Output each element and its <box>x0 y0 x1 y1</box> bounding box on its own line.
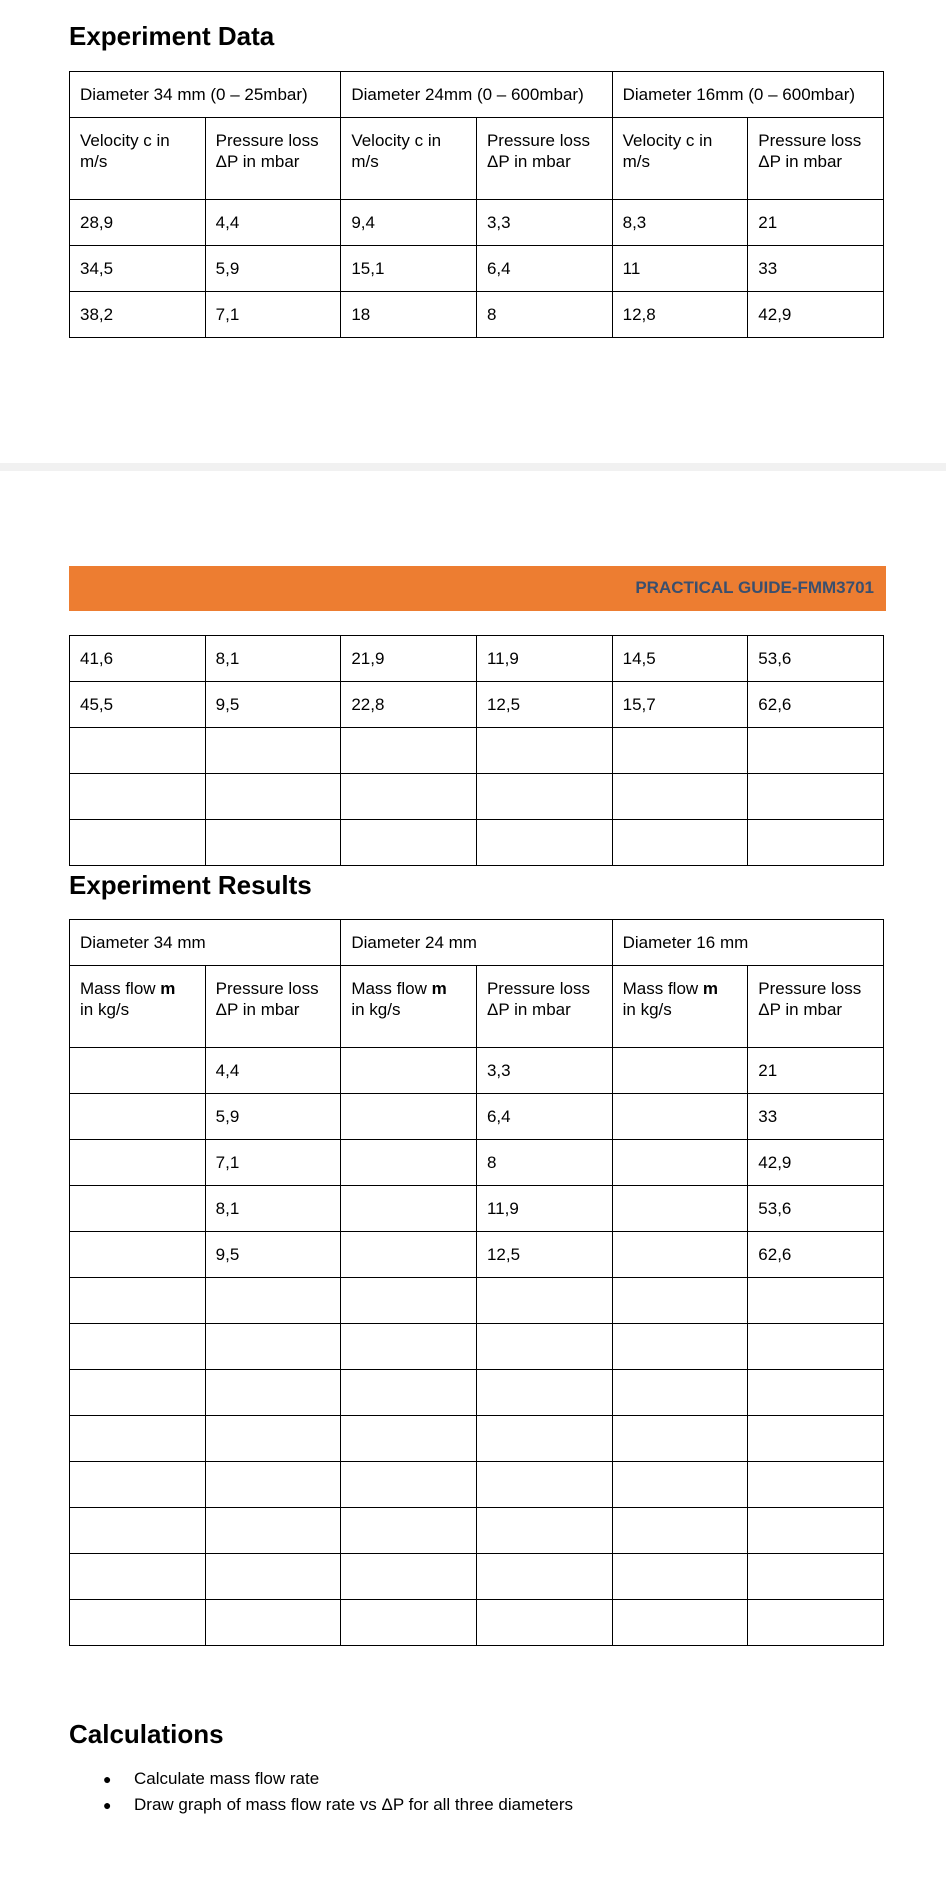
table-cell <box>205 1370 341 1416</box>
table-subheader-row <box>70 118 884 200</box>
table-row <box>70 820 884 866</box>
table-cell <box>748 820 884 866</box>
table-row <box>70 1600 884 1646</box>
table-group-header-row <box>70 72 884 118</box>
table-cell <box>341 774 477 820</box>
table-cell <box>70 1232 206 1278</box>
table-cell <box>205 728 341 774</box>
table-cell <box>748 1462 884 1508</box>
group-header-24mm: Diameter 24mm (0 – 600mbar) <box>341 72 612 118</box>
table-cell: 9,4 <box>341 200 477 246</box>
bullet-icon: ● <box>103 1771 112 1787</box>
column-header: Pressure loss ΔP in mbar <box>476 966 612 1048</box>
column-header: Pressure loss ΔP in mbar <box>748 118 884 200</box>
table-cell: 8 <box>476 1140 612 1186</box>
table-cell <box>70 1048 206 1094</box>
table-cell: 45,5 <box>70 682 206 728</box>
group-header-34mm: Diameter 34 mm <box>70 920 341 966</box>
table-cell: 15,1 <box>341 246 477 292</box>
column-header-mass-flow <box>612 966 748 1048</box>
mass-flow-prefix: Mass flow <box>80 979 161 998</box>
table-cell <box>205 1324 341 1370</box>
table-cell <box>476 1370 612 1416</box>
table-cell <box>341 1462 477 1508</box>
table-cell <box>70 1554 206 1600</box>
table-row <box>70 246 884 292</box>
table-cell <box>612 1462 748 1508</box>
table-cell: 5,9 <box>205 246 341 292</box>
table-cell: 42,9 <box>748 292 884 338</box>
table-cell: 18 <box>341 292 477 338</box>
table-cell <box>205 1600 341 1646</box>
table-cell <box>612 1324 748 1370</box>
table-cell: 34,5 <box>70 246 206 292</box>
table-cell <box>205 1462 341 1508</box>
column-header: Pressure loss ΔP in mbar <box>205 966 341 1048</box>
table-cell <box>612 728 748 774</box>
table-cell <box>476 774 612 820</box>
table-cell: 4,4 <box>205 1048 341 1094</box>
table-cell <box>70 1508 206 1554</box>
table-row <box>70 1508 884 1554</box>
table-cell: 6,4 <box>476 246 612 292</box>
table-cell <box>612 1094 748 1140</box>
table-group-header-row <box>70 920 884 966</box>
mass-flow-unit: in kg/s <box>622 1000 672 1019</box>
table-cell: 12,8 <box>612 292 748 338</box>
table-cell: 62,6 <box>748 682 884 728</box>
column-header-mass-flow <box>341 966 477 1048</box>
table-cell: 21 <box>748 200 884 246</box>
calculations-title: Calculations <box>69 1719 224 1749</box>
table-cell <box>612 1554 748 1600</box>
results-body <box>70 1048 884 1646</box>
table-cell <box>205 1416 341 1462</box>
table-row <box>70 1232 884 1278</box>
table-row <box>70 1278 884 1324</box>
column-header: Pressure loss ΔP in mbar <box>205 118 341 200</box>
list-item <box>100 1766 573 1792</box>
table-cell <box>612 1600 748 1646</box>
table-cell <box>612 1370 748 1416</box>
table-cell: 11,9 <box>476 1186 612 1232</box>
mass-flow-prefix: Mass flow <box>351 979 432 998</box>
page-header-bar <box>69 566 886 611</box>
table-cell <box>476 1416 612 1462</box>
table-cell <box>748 1416 884 1462</box>
table-cell: 8,1 <box>205 636 341 682</box>
table-cell <box>70 820 206 866</box>
table-cell: 11,9 <box>476 636 612 682</box>
table-cell <box>70 1186 206 1232</box>
table-cell <box>748 1508 884 1554</box>
table-cell: 42,9 <box>748 1140 884 1186</box>
table-cell: 3,3 <box>476 200 612 246</box>
table-cell <box>341 1508 477 1554</box>
table-cell <box>341 728 477 774</box>
table-cell: 12,5 <box>476 1232 612 1278</box>
table-cell <box>341 1140 477 1186</box>
column-header: Pressure loss ΔP in mbar <box>476 118 612 200</box>
table-cell <box>748 1554 884 1600</box>
table-cell <box>612 774 748 820</box>
list-item-text: Draw graph of mass flow rate vs ΔP for all three diameters <box>134 1795 574 1814</box>
column-header: Velocity c in m/s <box>612 118 748 200</box>
table-row <box>70 292 884 338</box>
table-row <box>70 1140 884 1186</box>
table-cell: 53,6 <box>748 636 884 682</box>
table-cell <box>70 1324 206 1370</box>
column-header: Pressure loss ΔP in mbar <box>748 966 884 1048</box>
table-row <box>70 728 884 774</box>
table-cell: 41,6 <box>70 636 206 682</box>
table-cell <box>341 1324 477 1370</box>
group-header-16mm: Diameter 16 mm <box>612 920 883 966</box>
table-cell: 7,1 <box>205 292 341 338</box>
table-cell: 9,5 <box>205 682 341 728</box>
table-cell <box>612 1140 748 1186</box>
table-cell: 4,4 <box>205 200 341 246</box>
table-cell <box>70 1600 206 1646</box>
experiment-results-title: Experiment Results <box>69 870 312 900</box>
mass-flow-unit: in kg/s <box>351 1000 401 1019</box>
table-cell <box>341 1094 477 1140</box>
table-cell <box>341 1554 477 1600</box>
table-cell <box>476 1462 612 1508</box>
table-cell <box>612 1232 748 1278</box>
column-header: Velocity c in m/s <box>341 118 477 200</box>
page-break <box>0 463 946 471</box>
table-cell <box>612 1416 748 1462</box>
table-cell: 3,3 <box>476 1048 612 1094</box>
table-cell <box>341 820 477 866</box>
table-row <box>70 1048 884 1094</box>
table-row <box>70 1324 884 1370</box>
table-cell <box>205 1508 341 1554</box>
table-cell <box>612 1278 748 1324</box>
table-cell <box>476 1508 612 1554</box>
table-cell: 22,8 <box>341 682 477 728</box>
table-cell: 6,4 <box>476 1094 612 1140</box>
table-cell: 21,9 <box>341 636 477 682</box>
table-cell <box>476 728 612 774</box>
table-cell: 38,2 <box>70 292 206 338</box>
table-cell: 12,5 <box>476 682 612 728</box>
table-cell <box>612 1186 748 1232</box>
table-cell <box>70 1370 206 1416</box>
table-cell <box>205 820 341 866</box>
table-row <box>70 200 884 246</box>
table-cell <box>612 1048 748 1094</box>
mass-flow-symbol: m <box>160 979 176 998</box>
table-cell <box>476 1600 612 1646</box>
table-cell <box>612 820 748 866</box>
table-cell <box>70 1140 206 1186</box>
mass-flow-prefix: Mass flow <box>622 979 703 998</box>
table-row <box>70 1094 884 1140</box>
table-cell: 33 <box>748 1094 884 1140</box>
table-subheader-row <box>70 966 884 1048</box>
table-cell <box>70 1462 206 1508</box>
table-cell <box>341 1600 477 1646</box>
table-cell: 33 <box>748 246 884 292</box>
table-cell <box>70 774 206 820</box>
column-header-mass-flow <box>70 966 206 1048</box>
table-cell: 21 <box>748 1048 884 1094</box>
table-cell: 7,1 <box>205 1140 341 1186</box>
table-cell <box>612 1508 748 1554</box>
table-cell: 62,6 <box>748 1232 884 1278</box>
table-cell <box>341 1048 477 1094</box>
table-cell: 14,5 <box>612 636 748 682</box>
table-cell <box>748 1370 884 1416</box>
table-cell <box>341 1232 477 1278</box>
table-row <box>70 1186 884 1232</box>
table-cell <box>748 728 884 774</box>
experiment-data-title: Experiment Data <box>69 21 275 51</box>
table-row <box>70 1554 884 1600</box>
table-cell <box>70 1416 206 1462</box>
table-cell <box>476 1278 612 1324</box>
group-header-24mm: Diameter 24 mm <box>341 920 612 966</box>
table-cell <box>341 1416 477 1462</box>
page-header-text: PRACTICAL GUIDE-FMM3701 <box>635 578 874 597</box>
table-cell: 8,3 <box>612 200 748 246</box>
experiment-results-table <box>69 919 884 1646</box>
column-header: Velocity c in m/s <box>70 118 206 200</box>
table-cell <box>748 774 884 820</box>
table-cell <box>205 1278 341 1324</box>
table-row <box>70 1462 884 1508</box>
table-cell <box>341 1278 477 1324</box>
table-cell <box>341 1186 477 1232</box>
table-cell <box>205 774 341 820</box>
mass-flow-unit: in kg/s <box>80 1000 130 1019</box>
table-cell <box>476 1554 612 1600</box>
table-cell: 9,5 <box>205 1232 341 1278</box>
table-cell <box>748 1600 884 1646</box>
list-item <box>100 1792 573 1818</box>
group-header-34mm: Diameter 34 mm (0 – 25mbar) <box>70 72 341 118</box>
table-row <box>70 682 884 728</box>
table-cell <box>70 1094 206 1140</box>
calculations-list <box>100 1766 573 1818</box>
table-cell <box>476 1324 612 1370</box>
table-cell: 28,9 <box>70 200 206 246</box>
mass-flow-symbol: m <box>702 979 719 998</box>
experiment-data-table <box>69 71 884 338</box>
table-row <box>70 636 884 682</box>
table-cell: 53,6 <box>748 1186 884 1232</box>
mass-flow-symbol: m <box>431 979 447 998</box>
table-cell <box>748 1278 884 1324</box>
table-cell <box>205 1554 341 1600</box>
table-cell <box>70 728 206 774</box>
table-cell: 8 <box>476 292 612 338</box>
table-cell <box>341 1370 477 1416</box>
table-row <box>70 774 884 820</box>
list-item-text: Calculate mass flow rate <box>134 1769 320 1788</box>
table-row <box>70 1370 884 1416</box>
table-cell <box>70 1278 206 1324</box>
table-cell <box>476 820 612 866</box>
experiment-data-table-continued <box>69 635 884 866</box>
table-cell <box>748 1324 884 1370</box>
table-cell: 15,7 <box>612 682 748 728</box>
group-header-16mm: Diameter 16mm (0 – 600mbar) <box>612 72 883 118</box>
table-cell: 11 <box>612 246 748 292</box>
table-cell: 5,9 <box>205 1094 341 1140</box>
bullet-icon: ● <box>103 1797 112 1813</box>
table-row <box>70 1416 884 1462</box>
table-cell: 8,1 <box>205 1186 341 1232</box>
